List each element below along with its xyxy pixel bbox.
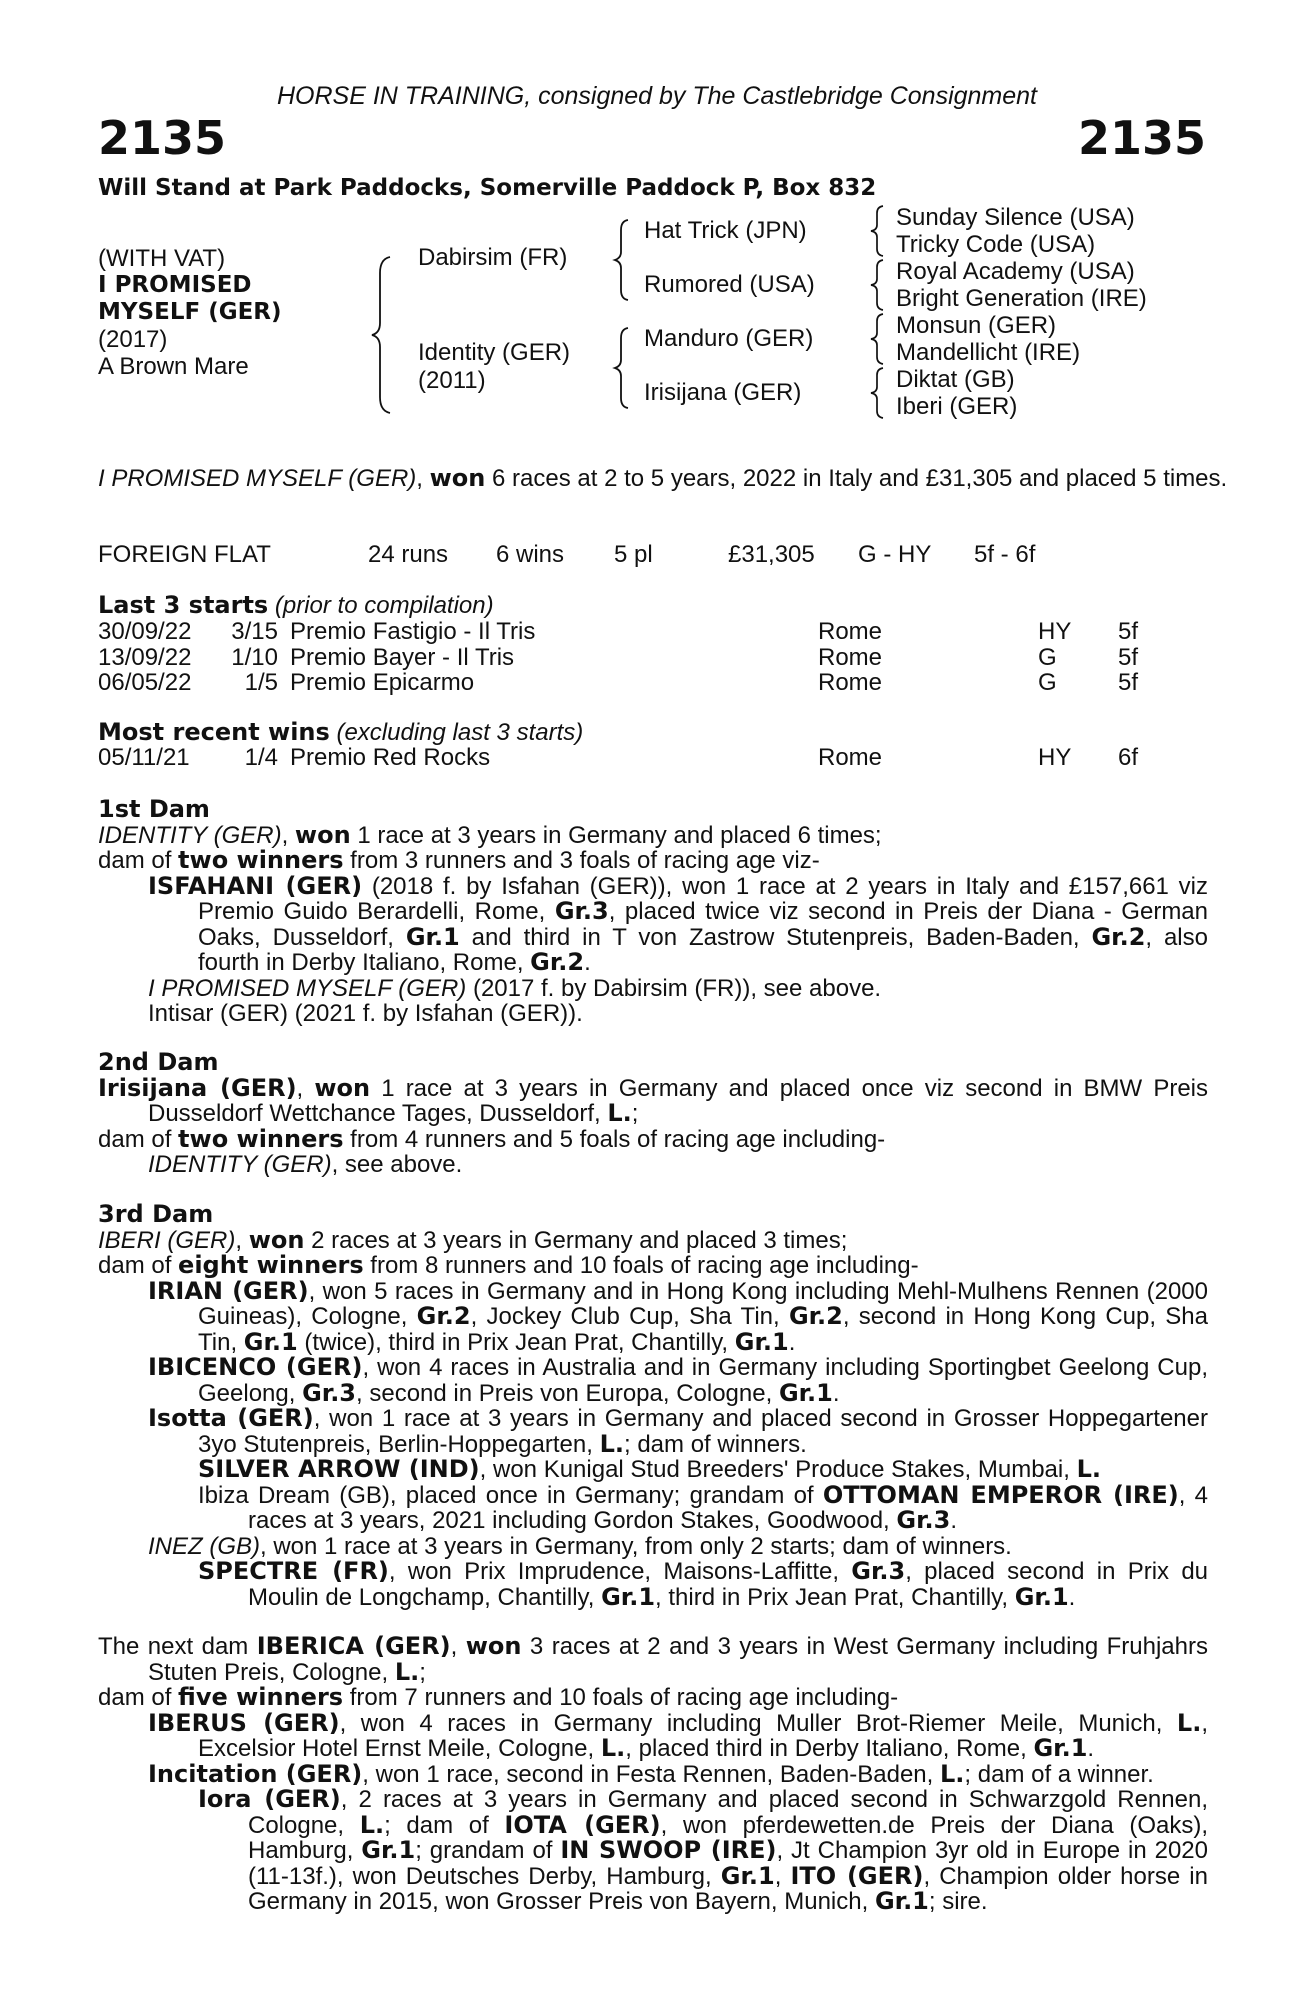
dam-sire: Manduro (GER)	[644, 325, 814, 352]
recent-win-pos: 1/4	[244, 744, 278, 771]
spectre-d: .	[1068, 1583, 1076, 1611]
iora-gr1b: Gr.1	[720, 1861, 775, 1890]
next-dam-text1-end: ;	[419, 1658, 426, 1686]
isfahani-d: , also fourth in Derby Italiano, Rome,	[198, 923, 1208, 976]
silver-arrow-entry	[98, 1457, 1208, 1483]
ancestor-2: Tricky Code (USA)	[896, 231, 1096, 258]
dam2-identity-text: , see above.	[331, 1151, 463, 1178]
dam2-line2	[98, 1124, 1208, 1153]
dam3-won: won	[248, 1225, 305, 1254]
recent-wins-heading: Most recent wins	[98, 718, 330, 746]
summary-horse-name: I PROMISED MYSELF (GER)	[98, 465, 417, 492]
ancestor-1: Sunday Silence (USA)	[896, 204, 1135, 231]
isotta-l: L.	[599, 1429, 624, 1458]
ibiza-entry	[98, 1480, 1209, 1534]
record-label: FOREIGN FLAT	[98, 541, 271, 568]
ancestor-3: Royal Academy (USA)	[896, 258, 1135, 285]
dam2-identity	[98, 1152, 1208, 1178]
last3-pos: 1/5	[244, 669, 278, 696]
in-swoop-name: IN SWOOP (IRE)	[560, 1836, 777, 1864]
summary-text: 6 races at 2 to 5 years, 2022 in Italy and £31,305 and placed	[485, 465, 1137, 492]
last3-row	[98, 670, 1198, 696]
isfahani-a: (2018 f. by Isfahan (GER)), won 1 race at 2 years in Italy and £157,661 viz Premio Guido Berardelli, Rome,	[198, 872, 1208, 925]
last3-course: Rome	[818, 618, 883, 645]
horse-year: (2017)	[98, 326, 168, 353]
record-earnings: £31,305	[728, 541, 815, 568]
dam1-line2	[98, 848, 1208, 874]
horse-name-line1: I PROMISED	[98, 272, 252, 298]
spectre-gr1a: Gr.1	[601, 1582, 656, 1611]
next-dam-section	[98, 1634, 1208, 1915]
isotta-entry	[98, 1406, 1208, 1457]
ottoman-emperor: OTTOMAN EMPEROR (IRE)	[822, 1480, 1179, 1509]
dam2-text2: from 4 runners and 5 foals of racing age including-	[343, 1125, 886, 1153]
inez-entry	[98, 1534, 1208, 1560]
dam1-winners: two winners	[178, 846, 344, 874]
ibiza-c: .	[950, 1507, 957, 1534]
iberus-name: IBERUS (GER)	[148, 1708, 340, 1737]
iberus-entry	[98, 1708, 1208, 1762]
ibicenco-gr1: Gr.1	[778, 1378, 833, 1407]
last3-row	[98, 619, 1198, 645]
dam3-heading: 3rd Dam	[98, 1200, 214, 1228]
last3-heading: Last 3 starts	[98, 591, 269, 619]
isfahani-gr3: Gr.3	[554, 897, 609, 925]
isotta-name: Isotta (GER)	[148, 1404, 314, 1432]
consignment-line: HORSE IN TRAINING, consigned by The Castlebridge Consignment	[276, 82, 1038, 110]
irian-gr1b: Gr.1	[734, 1327, 789, 1356]
dam3-text2: from 8 runners and 10 foals of racing age including-	[363, 1252, 919, 1279]
next-dam-name: IBERICA (GER)	[256, 1632, 451, 1660]
race-summary: I PROMISED MYSELF (GER), won 6 races at 2 to 5 years, 2022 in Italy and £31,305 and placed 5 times.	[98, 464, 1228, 492]
last3-course: Rome	[818, 669, 883, 696]
pedigree-brace-main	[370, 255, 394, 415]
irian-e: .	[788, 1328, 796, 1356]
inez-a: , won 1 race at 3 years in Germany, from only 2 starts; dam of winners.	[260, 1532, 1012, 1560]
irian-gr1a: Gr.1	[243, 1327, 298, 1356]
next-dam-line1: The next dam IBERICA (GER), won 3 races at 2 and 3 years in West Germany including Fruhjahrs Stuten Preis, Cologne, L.;	[98, 1632, 1208, 1686]
horse-block	[98, 245, 282, 380]
dam2-text1: 1 race at 3 years in Germany and placed once viz second in BMW Preis Dusseldorf Wettchance Tages, Dusseldorf,	[148, 1074, 1208, 1127]
recent-win-date: 05/11/21	[98, 744, 190, 771]
isfahani-e: .	[584, 949, 591, 976]
ibicenco-b: , second in Preis von Europa, Cologne,	[356, 1379, 779, 1407]
ibicenco-c: .	[832, 1379, 840, 1407]
next-dam-won: won	[465, 1632, 522, 1660]
ibicenco-entry	[98, 1355, 1208, 1406]
horse-description: A Brown Mare	[98, 353, 249, 380]
recent-win-race: Premio Red Rocks	[290, 744, 491, 771]
dam-year: (2011)	[418, 367, 486, 394]
spectre-b: , placed second in Prix du Moulin de Longchamp, Chantilly,	[248, 1558, 1209, 1611]
isotta-b: ; dam of winners.	[624, 1430, 807, 1458]
next-dam-text2: from 7 runners and 10 foals of racing age including-	[343, 1684, 899, 1711]
iora-g: , Champion older horse in Germany in 2015, won Grosser Preis von Bayern, Munich,	[248, 1862, 1208, 1915]
dam1-name: IDENTITY (GER)	[98, 821, 282, 849]
iora-h: ; sire.	[928, 1888, 988, 1915]
spectre-name: SPECTRE (FR)	[198, 1557, 389, 1585]
recent-win-course: Rome	[818, 744, 883, 771]
iota-name: IOTA (GER)	[504, 1810, 661, 1839]
pedigree-brace-g12	[868, 204, 886, 258]
last3-race: Premio Fastigio - Il Tris	[290, 618, 536, 645]
dam1-heading: 1st Dam	[98, 795, 210, 823]
isfahani-b: , placed twice viz second in Preis der Diana - German Oaks, Dusseldorf,	[198, 898, 1209, 951]
next-dam-winners: five winners	[178, 1683, 344, 1711]
ancestor-7: Diktat (GB)	[896, 366, 1015, 393]
last3-date: 13/09/22	[98, 643, 192, 671]
dam3-text1: 2 races at 3 years in Germany and placed 3 times;	[304, 1226, 848, 1254]
horse-name-line2: MYSELF (GER)	[98, 299, 282, 325]
iora-a: , 2 races at 3 years in Germany and placed second in Schwarzgold Rennen, Cologne,	[248, 1786, 1208, 1839]
pedigree-brace-g56	[868, 312, 886, 366]
iberus-b: , Excelsior Hotel Ernst Meile, Cologne,	[198, 1709, 1208, 1762]
record-runs: 24 runs	[368, 541, 449, 568]
pedigree-brace-dam	[612, 326, 632, 410]
dam3-section	[98, 1202, 1208, 1610]
dam1-line1: IDENTITY (GER), won 1 race at 3 years in Germany and placed 6 times;	[98, 820, 882, 849]
iberus-l1: L.	[1176, 1708, 1202, 1737]
ibiza-a: Ibiza Dream (GB), placed once in Germany; grandam of	[198, 1481, 823, 1509]
lot-number-right: 2135	[1077, 111, 1206, 165]
irian-b: , Jockey Club Cup, Sha Tin,	[470, 1303, 789, 1330]
dam2-text1-end: ;	[631, 1100, 639, 1127]
pedigree-brace-g78	[868, 366, 886, 420]
iora-b: ; dam of	[384, 1811, 505, 1839]
ipm-text: (2017 f. by Dabirsim (FR)), see above.	[466, 974, 882, 1002]
dam2-heading: 2nd Dam	[98, 1048, 219, 1076]
inez-name: INEZ (GB)	[148, 1532, 260, 1560]
spectre-c: , third in Prix Jean Prat, Chantilly,	[655, 1583, 1015, 1611]
recent-wins-note: (excluding last 3 starts)	[336, 719, 584, 746]
isfahani-name: ISFAHANI (GER)	[148, 871, 363, 900]
iberus-a: , won 4 races in Germany including Muller Brot-Riemer Meile, Munich,	[339, 1709, 1177, 1737]
ibiza-gr3: Gr.3	[896, 1506, 951, 1534]
last3-course: Rome	[818, 643, 883, 671]
dam-dam: Irisijana (GER)	[644, 379, 802, 406]
iora-entry	[98, 1787, 1208, 1915]
dam2-identity-name: IDENTITY (GER)	[148, 1151, 332, 1178]
sire: Dabirsim (FR)	[418, 244, 568, 271]
recent-wins-heading-line	[98, 720, 583, 746]
incitation-l: L.	[939, 1759, 965, 1788]
silver-a: , won Kunigal Stud Breeders' Produce Stakes, Mumbai,	[479, 1456, 1077, 1483]
spectre-gr1b: Gr.1	[1014, 1582, 1069, 1611]
sire-dam: Rumored (USA)	[644, 271, 815, 298]
lot-number-left: 2135	[98, 111, 227, 165]
iora-gr1c: Gr.1	[874, 1887, 929, 1915]
incitation-name: Incitation (GER)	[148, 1759, 363, 1788]
record-distance: 5f - 6f	[974, 541, 1036, 568]
spectre-a: , won Prix Imprudence, Maisons-Laffitte,	[388, 1558, 852, 1585]
irian-c: , second in Hong Kong Cup, Sha Tin,	[198, 1303, 1208, 1356]
ibiza-b: , 4 races at 3 years, 2021 including Gordon Stakes, Goodwood,	[248, 1481, 1209, 1534]
isfahani-gr1: Gr.1	[405, 922, 460, 951]
incitation-a: , won 1 race, second in Festa Rennen, Baden-Baden,	[362, 1760, 940, 1788]
isotta-a: , won 1 race at 3 years in Germany and placed second in Grosser Hoppegartener 3yo Stutenpreis, Berlin-Hoppegarten,	[198, 1405, 1208, 1458]
ancestor-8: Iberi (GER)	[896, 393, 1018, 420]
incitation-b: ; dam of a winner.	[964, 1760, 1154, 1788]
vat-label: (WITH VAT)	[98, 245, 226, 272]
stable-location: Will Stand at Park Paddocks, Somerville Paddock P, Box 832	[98, 175, 877, 201]
dam3-line1: IBERI (GER), won 2 races at 3 years in Germany and placed 3 times;	[98, 1225, 848, 1254]
ibicenco-name: IBICENCO (GER)	[148, 1353, 363, 1381]
pedigree-brace-sire	[612, 218, 632, 302]
next-dam-intro: The next dam	[98, 1633, 257, 1660]
pedigree-brace-g34	[868, 258, 886, 312]
dam: Identity (GER)	[418, 339, 571, 366]
ibicenco-a: , won 4 races in Australia and in Germany including Sportingbet Geelong Cup, Geelong,	[198, 1354, 1208, 1407]
foreign-flat-record	[98, 542, 1198, 568]
ibicenco-gr3: Gr.3	[302, 1378, 357, 1407]
iora-f: ,	[774, 1862, 791, 1890]
dam2-line1: Irisijana (GER), won 1 race at 3 years in Germany and placed once viz second in BMW Preis Dusseldorf Wettchance Tages, Dusseldorf, L.;	[98, 1073, 1208, 1127]
dam1-text1: 1 race at 3 years in Germany and placed 6 times;	[350, 821, 882, 849]
last3-date: 30/09/22	[98, 618, 192, 645]
spectre-entry	[98, 1559, 1208, 1610]
dam1-text2: from 3 runners and 3 foals of racing age viz-	[343, 847, 820, 874]
dam3-damof: dam of	[98, 1252, 179, 1279]
iora-gr1a: Gr.1	[361, 1836, 416, 1864]
irian-gr2b: Gr.2	[788, 1302, 843, 1330]
ancestor-6: Mandellicht (IRE)	[896, 339, 1081, 366]
ito-name: ITO (GER)	[790, 1861, 924, 1890]
dam1-intisar: Intisar (GER) (2021 f. by Isfahan (GER)).	[148, 1000, 583, 1027]
last3-note: (prior to compilation)	[274, 592, 494, 619]
dam3-name: IBERI (GER)	[98, 1226, 236, 1254]
last3-going: G	[1038, 669, 1057, 696]
last3-heading-line	[98, 593, 494, 619]
record-placed: 5 pl	[614, 541, 653, 568]
dam2-winners: two winners	[178, 1124, 344, 1153]
last3-race: Premio Epicarmo	[290, 669, 475, 696]
next-dam-l: L.	[394, 1657, 420, 1686]
dam2-won: won	[314, 1073, 371, 1102]
dam2-l: L.	[607, 1099, 632, 1127]
last3-pos: 1/10	[231, 643, 278, 671]
next-dam-text1: 3 races at 2 and 3 years in West Germany including Fruhjahrs Stuten Preis, Cologne,	[148, 1633, 1208, 1686]
dam3-winners: eight winners	[178, 1251, 364, 1279]
dam1-section	[98, 797, 1208, 1027]
last3-dist: 5f	[1118, 618, 1139, 645]
dam1-isfahani	[98, 871, 1209, 976]
last3-dist: 5f	[1118, 643, 1139, 671]
last3-row	[98, 645, 1198, 671]
dam2-name: Irisijana (GER)	[98, 1073, 297, 1102]
iora-name: Iora (GER)	[198, 1785, 341, 1813]
recent-win-row	[98, 745, 1198, 771]
summary-won: won	[429, 464, 486, 492]
iora-d: ; grandam of	[415, 1837, 561, 1864]
isfahani-c: and third in T von Zastrow Stutenpreis, Baden-Baden,	[459, 923, 1092, 951]
next-dam-line2	[98, 1685, 1208, 1711]
record-going: G - HY	[858, 541, 932, 568]
iberus-l2: L.	[600, 1734, 626, 1762]
iberus-gr1: Gr.1	[1033, 1734, 1088, 1762]
iora-e: , Jt Champion 3yr old in Europe in 2020 (11-13f.), won Deutsches Derby, Hamburg,	[248, 1837, 1208, 1890]
last3-date: 06/05/22	[98, 669, 192, 696]
last3-going: HY	[1038, 618, 1072, 645]
ancestor-4: Bright Generation (IRE)	[896, 285, 1147, 312]
last3-race: Premio Bayer - Il Tris	[290, 643, 515, 671]
sire-sire: Hat Trick (JPN)	[644, 217, 807, 244]
silver-l: L.	[1076, 1455, 1101, 1483]
incitation-entry	[98, 1759, 1208, 1788]
spectre-gr3: Gr.3	[851, 1557, 906, 1585]
iora-l: L.	[359, 1810, 385, 1839]
isfahani-gr2b: Gr.2	[530, 948, 585, 976]
recent-win-going: HY	[1038, 744, 1072, 771]
ancestor-5: Monsun (GER)	[896, 312, 1057, 339]
dam2-section	[98, 1050, 1208, 1178]
irian-name: IRIAN (GER)	[148, 1276, 309, 1305]
dam1-won: won	[294, 820, 351, 849]
irian-gr2a: Gr.2	[416, 1302, 471, 1330]
iberus-c: , placed third in Derby Italiano, Rome,	[625, 1735, 1034, 1762]
record-wins: 6 wins	[496, 541, 565, 568]
next-dam-damof: dam of	[98, 1684, 179, 1711]
summary-text2: 5 times.	[1143, 465, 1228, 492]
dam1-damof: dam of	[98, 847, 179, 874]
dam2-damof: dam of	[98, 1125, 179, 1153]
ipm-name: I PROMISED MYSELF (GER)	[148, 974, 467, 1002]
last3-dist: 5f	[1118, 669, 1139, 696]
iberus-d: .	[1087, 1735, 1095, 1762]
silver-name: SILVER ARROW (IND)	[198, 1455, 480, 1483]
irian-entry	[98, 1276, 1208, 1356]
irian-d: (twice), third in Prix Jean Prat, Chantilly,	[297, 1328, 735, 1356]
isfahani-gr2a: Gr.2	[1091, 922, 1146, 951]
irian-a: , won 5 races in Germany and in Hong Kong including Mehl-Mulhens Rennen (2000 Guineas), Cologne,	[198, 1277, 1208, 1330]
dam1-ipm	[98, 976, 1208, 1002]
recent-win-dist: 6f	[1118, 744, 1139, 771]
last3-pos: 3/15	[231, 618, 278, 645]
iora-c: , won pferdewetten.de Preis der Diana (Oaks), Hamburg,	[248, 1811, 1208, 1864]
last3-going: G	[1038, 643, 1057, 671]
dam3-line2	[98, 1253, 1208, 1279]
